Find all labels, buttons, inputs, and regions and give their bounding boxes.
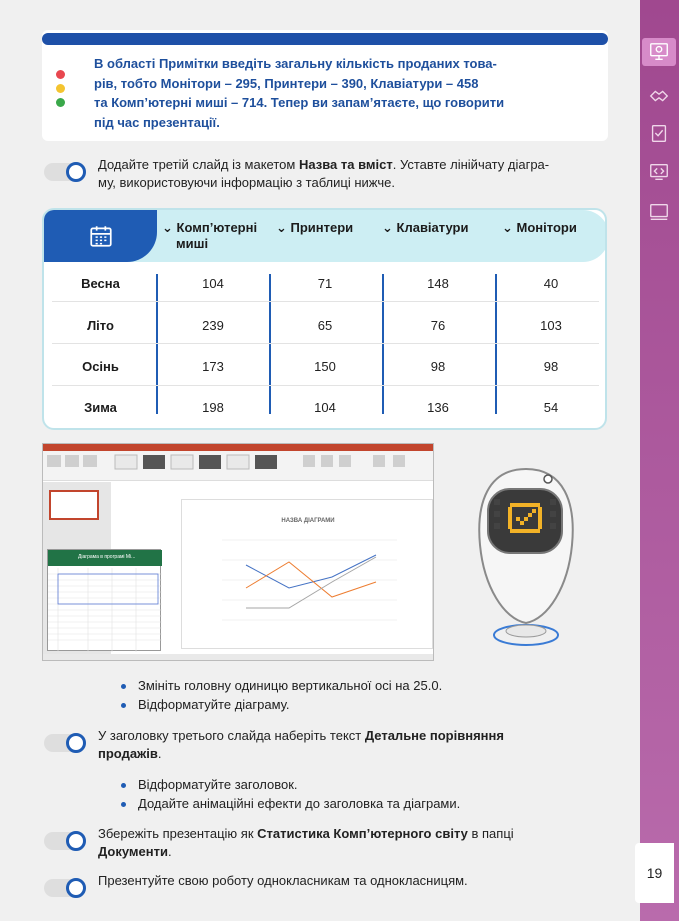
table-cell: 71 — [317, 276, 333, 291]
slide-thumbnail — [49, 490, 99, 520]
chart-title: НАЗВА ДІАГРАМИ — [281, 518, 335, 524]
task-toggle — [44, 879, 86, 897]
column-header-keyboards: ⌄ Клавіатури — [382, 220, 469, 235]
powerpoint-screenshot — [42, 443, 434, 661]
page-number: 19 — [635, 843, 674, 903]
handshake-icon — [647, 84, 671, 108]
table-cell: 54 — [543, 400, 559, 415]
slide-canvas — [181, 499, 433, 649]
green-dot-icon — [56, 98, 65, 107]
table-cell: 173 — [202, 359, 224, 374]
ribbon-tabs — [43, 444, 434, 451]
table-cell: 198 — [202, 400, 224, 415]
bullet-item: Додайте анімаційні ефекти до заголовка та діаграми. — [138, 796, 461, 811]
excel-data-window — [47, 549, 161, 651]
bullet-item: Відформатуйте діаграму. — [138, 697, 290, 712]
task-toggle — [44, 163, 86, 181]
task-toggle — [44, 734, 86, 752]
task-save-presentation: Збережіть презентацію як Статистика Комп’ютерного світу в папці Документи. — [98, 826, 514, 859]
table-cell: 98 — [543, 359, 559, 374]
task-add-slide: Додайте третій слайд із макетом Назва та вміст. Уставте лінійчату діагра- му, використовуючи інформацію з таблиці нижче. — [98, 157, 550, 190]
yellow-dot-icon — [56, 84, 65, 93]
row-label: Весна — [81, 276, 120, 291]
row-label: Осінь — [82, 359, 119, 374]
task-toggle — [44, 832, 86, 850]
note-line: В області Примітки введіть загальну кількість проданих това- — [94, 56, 497, 71]
table-cell: 104 — [202, 276, 224, 291]
note-line: під час презентації. — [94, 114, 220, 130]
status-bar — [43, 654, 434, 661]
excel-title: Діаграма в програмі Mi... — [78, 554, 136, 560]
lightbulb-icon — [642, 38, 676, 66]
task-slide-title: У заголовку третього слайда наберіть текст Детальне порівняння продажів. — [98, 728, 504, 761]
table-cell: 65 — [317, 318, 333, 333]
note-line: та Комп’ютерні миші – 714. Тепер ви запам’ятаєте, що говорити — [94, 95, 505, 110]
note-text — [94, 54, 594, 132]
table-cell: 150 — [314, 359, 336, 374]
sales-table — [42, 208, 607, 430]
red-dot-icon — [56, 70, 65, 79]
table-cell: 98 — [430, 359, 446, 374]
column-header-mice: ⌄ Комп’ютерні миші — [162, 220, 258, 251]
table-cell: 103 — [540, 318, 562, 333]
clipboard-check-icon — [647, 121, 671, 145]
column-header-monitors: ⌄ Монітори — [502, 220, 577, 235]
table-cell: 104 — [314, 400, 336, 415]
note-line: рів, тобто Монітори – 295, Принтери – 390, Клавіатури – 458 — [94, 75, 479, 91]
monitor-icon — [647, 200, 671, 224]
calendar-icon — [44, 210, 157, 262]
note-box — [42, 30, 608, 141]
bullet-item: Змініть головну одиницю вертикальної осі на 25.0. — [138, 678, 443, 693]
task-present: Презентуйте свою роботу однокласникам та однокласницям. — [98, 873, 468, 888]
table-cell: 40 — [543, 276, 559, 291]
table-cell: 136 — [427, 400, 449, 415]
table-cell: 76 — [430, 318, 446, 333]
robot-mascot-icon — [470, 463, 582, 653]
code-screen-icon — [647, 160, 671, 184]
note-header-bar — [42, 33, 608, 45]
table-cell: 148 — [427, 276, 449, 291]
table-cell: 239 — [202, 318, 224, 333]
row-label: Літо — [87, 318, 114, 333]
column-header-printers: ⌄ Принтери — [276, 220, 354, 235]
ribbon-toolbar — [43, 451, 434, 481]
bullet-item: Відформатуйте заголовок. — [138, 777, 298, 792]
row-label: Зима — [84, 400, 117, 415]
chart-lines — [182, 500, 434, 650]
